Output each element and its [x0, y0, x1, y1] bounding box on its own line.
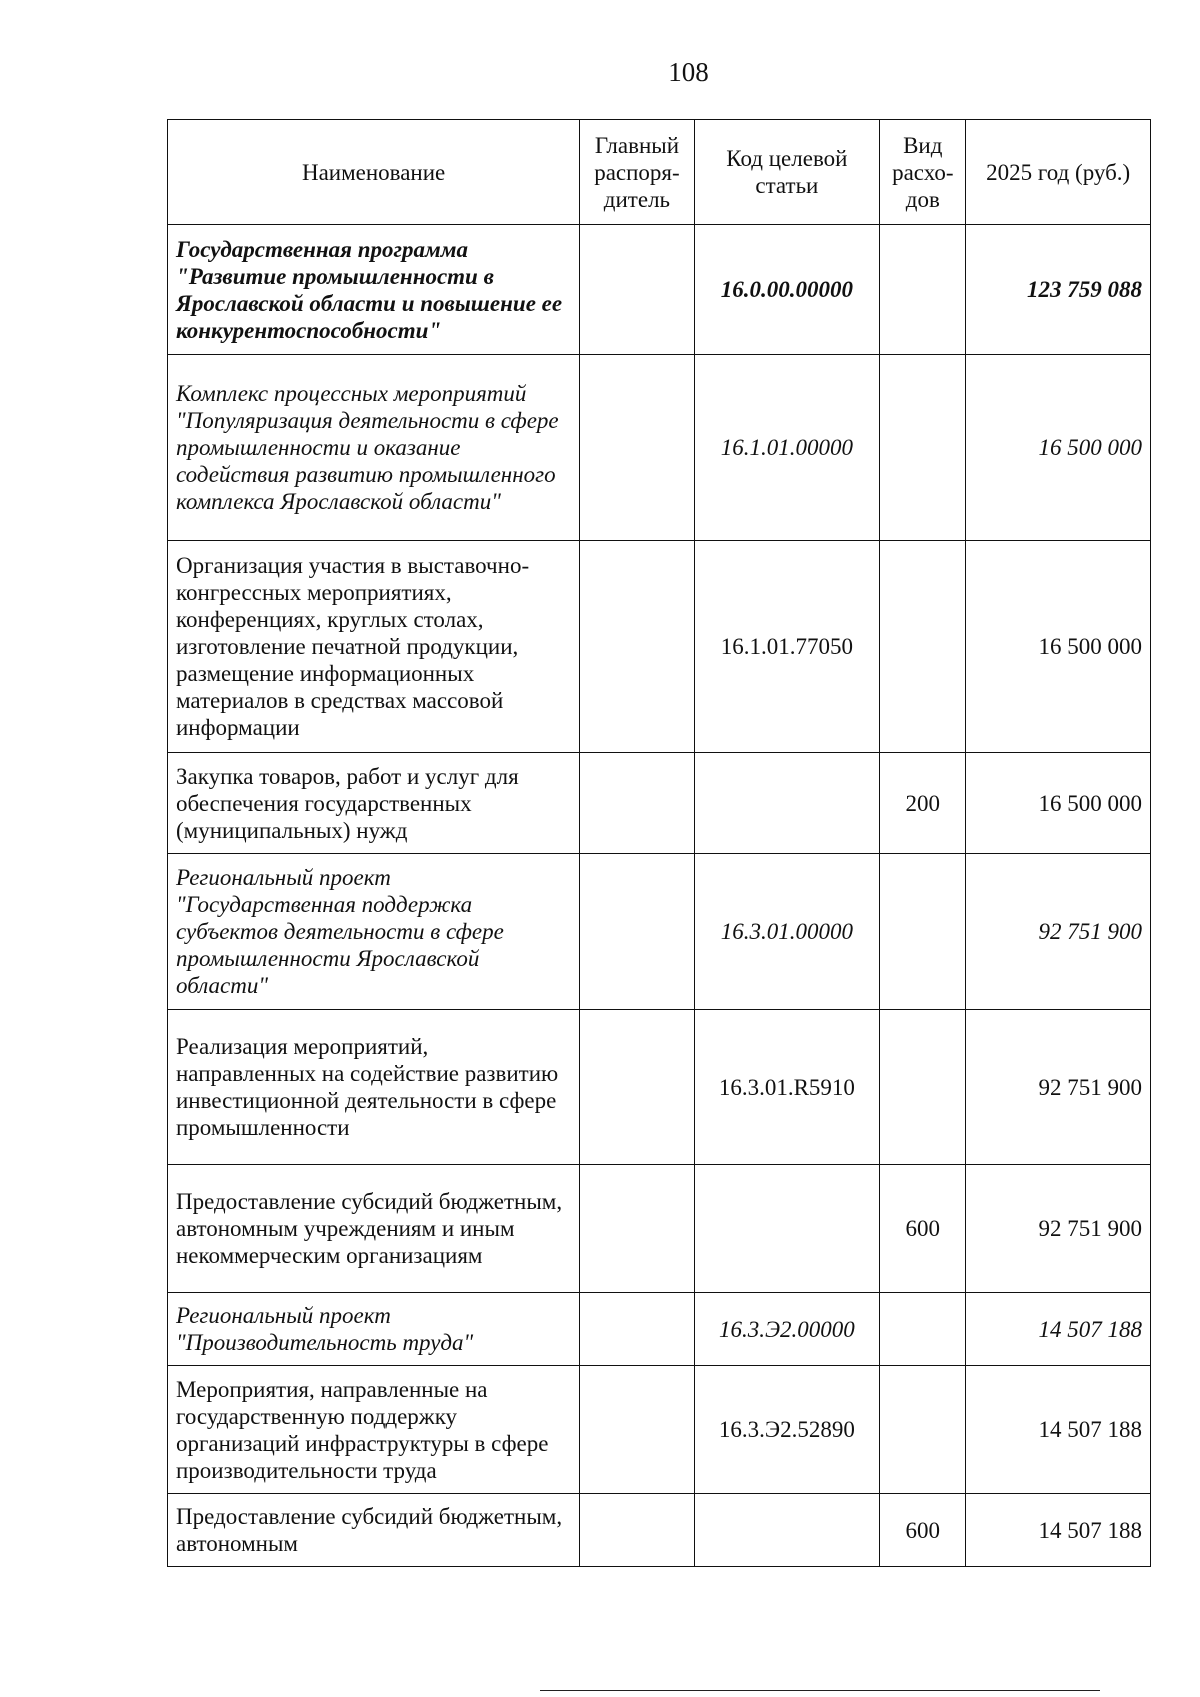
- row-admin: [580, 355, 694, 541]
- row-admin: [580, 1366, 694, 1494]
- row-code: [694, 753, 880, 854]
- row-kind: [880, 225, 966, 355]
- row-code: 16.0.00.00000: [694, 225, 880, 355]
- row-name: Предоставление субсидий бюджетным, автономным учреждениям и иным некоммерческим организациям: [168, 1165, 580, 1293]
- row-kind: [880, 1366, 966, 1494]
- row-code: 16.3.Э2.52890: [694, 1366, 880, 1494]
- table-row: [168, 1165, 1151, 1293]
- row-kind: [880, 1010, 966, 1165]
- row-name: Региональный проект "Производительность труда": [168, 1293, 580, 1366]
- row-code: 16.3.01.00000: [694, 854, 880, 1010]
- row-name: Организация участия в выставочно-конгрессных мероприятиях, конференциях, круглых столах, изготовление печатной продукции, размещение информационных материалов в средствах массовой информации: [168, 541, 580, 753]
- row-name: Закупка товаров, работ и услуг для обеспечения государственных (муниципальных) нужд: [168, 753, 580, 854]
- table-row: [168, 753, 1151, 854]
- row-sum: 16 500 000: [966, 753, 1151, 854]
- table-row: [168, 1293, 1151, 1366]
- header-name: Наименование: [168, 120, 580, 225]
- page-number: 108: [668, 57, 709, 87]
- table-row: [168, 541, 1151, 753]
- row-admin: [580, 1165, 694, 1293]
- row-sum: 92 751 900: [966, 1165, 1151, 1293]
- row-sum: 92 751 900: [966, 1010, 1151, 1165]
- row-sum: 14 507 188: [966, 1366, 1151, 1494]
- row-sum: 14 507 188: [966, 1494, 1151, 1567]
- header-code: Код целевой статьи: [694, 120, 880, 225]
- row-sum: 16 500 000: [966, 355, 1151, 541]
- page-bottom-rule: [540, 1690, 1100, 1691]
- row-name: Предоставление субсидий бюджетным, автономным: [168, 1494, 580, 1567]
- table-row: [168, 1010, 1151, 1165]
- row-admin: [580, 541, 694, 753]
- header-kind: Вид расхо-дов: [880, 120, 966, 225]
- row-name: Государственная программа "Развитие промышленности в Ярославской области и повышение ее конкурентоспособности": [168, 225, 580, 355]
- row-admin: [580, 1293, 694, 1366]
- row-kind: 200: [880, 753, 966, 854]
- row-name: Комплекс процессных мероприятий "Популяризация деятельности в сфере промышленности и оказание содействия развитию промышленного комплекса Ярославской области": [168, 355, 580, 541]
- row-admin: [580, 1010, 694, 1165]
- row-sum: 123 759 088: [966, 225, 1151, 355]
- table-row: [168, 854, 1151, 1010]
- row-name: Региональный проект "Государственная поддержка субъектов деятельности в сфере промышленности Ярославской области": [168, 854, 580, 1010]
- row-name: Реализация мероприятий, направленных на содействие развитию инвестиционной деятельности в сфере промышленности: [168, 1010, 580, 1165]
- row-kind: [880, 355, 966, 541]
- budget-table: [167, 119, 1151, 1567]
- table-row: [168, 355, 1151, 541]
- table-row: [168, 1366, 1151, 1494]
- header-admin: Главный распоря-дитель: [580, 120, 694, 225]
- table-row: [168, 1494, 1151, 1567]
- row-code: 16.3.01.R5910: [694, 1010, 880, 1165]
- row-kind: [880, 1293, 966, 1366]
- table-row: [168, 225, 1151, 355]
- row-admin: [580, 225, 694, 355]
- row-admin: [580, 753, 694, 854]
- row-code: 16.1.01.00000: [694, 355, 880, 541]
- row-code: [694, 1494, 880, 1567]
- row-name: Мероприятия, направленные на государственную поддержку организаций инфраструктуры в сфере производительности труда: [168, 1366, 580, 1494]
- row-sum: 14 507 188: [966, 1293, 1151, 1366]
- row-admin: [580, 1494, 694, 1567]
- header-sum: 2025 год (руб.): [966, 120, 1151, 225]
- row-code: 16.3.Э2.00000: [694, 1293, 880, 1366]
- row-sum: 92 751 900: [966, 854, 1151, 1010]
- row-kind: 600: [880, 1494, 966, 1567]
- row-kind: 600: [880, 1165, 966, 1293]
- row-kind: [880, 541, 966, 753]
- row-admin: [580, 854, 694, 1010]
- row-code: [694, 1165, 880, 1293]
- row-sum: 16 500 000: [966, 541, 1151, 753]
- row-kind: [880, 854, 966, 1010]
- row-code: 16.1.01.77050: [694, 541, 880, 753]
- header-row: [168, 120, 1151, 225]
